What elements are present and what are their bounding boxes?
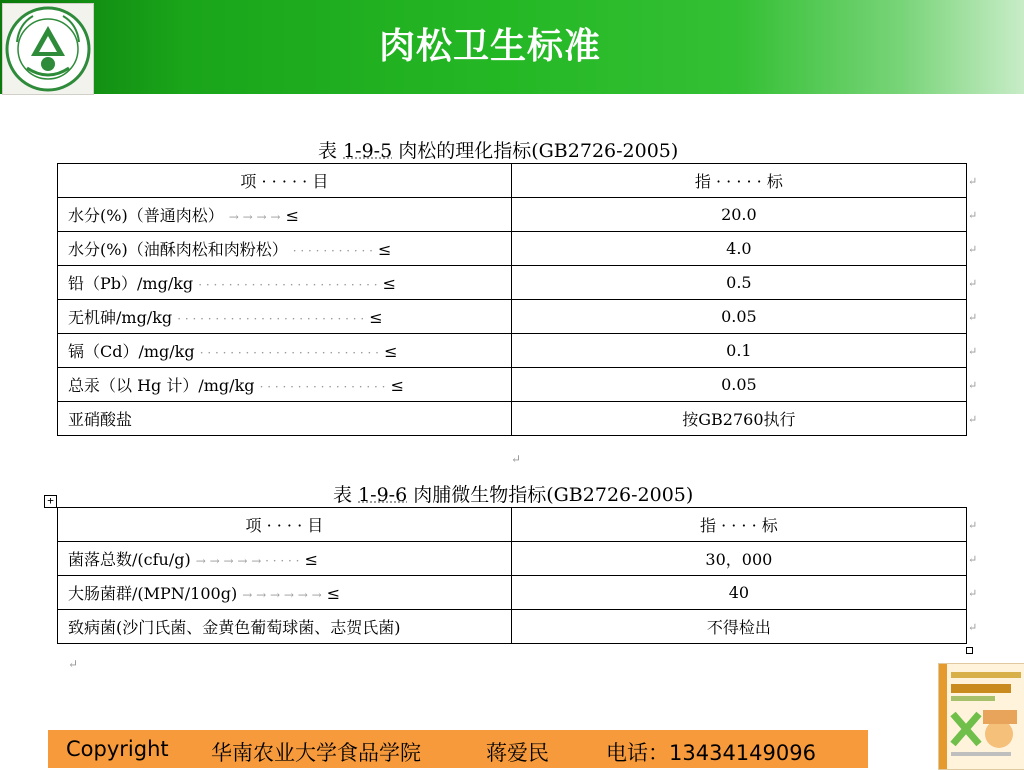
row-value: 30，000 [705, 550, 773, 569]
row-end-mark: ↵ [968, 379, 978, 392]
table1-caption-prefix: 表 [318, 140, 338, 162]
row-leader: · · · · · · · · · · · · · · · · · · · · · · · · [198, 278, 378, 292]
row-comparator: ≤ [390, 376, 404, 395]
row-item-label: 水分(%)（油酥肉松和肉粉松） [68, 240, 288, 259]
row-value: 0.5 [726, 273, 752, 292]
row-leader: · · · · · · · · · · · · · · · · · · · · · · · · · [177, 312, 365, 326]
row-leader: · · · · · · · · · · · · · · · · · [259, 380, 386, 394]
row-item-cell [58, 334, 512, 368]
university-logo [2, 3, 94, 95]
column-header-value: 指 · · · · · 标 [511, 164, 966, 198]
row-value: 不得检出 [706, 618, 771, 637]
row-leader: → → → → [228, 210, 281, 224]
table-row [58, 402, 967, 436]
row-item-label: 无机砷/mg/kg [68, 308, 173, 327]
row-value: 0.05 [721, 375, 757, 394]
paragraph-mark: ↵ [511, 452, 522, 466]
table1-caption-number: 1-9-5 [343, 140, 393, 162]
row-value-cell [511, 402, 966, 436]
row-item-label: 大肠菌群/(MPN/100g) [68, 584, 238, 603]
table2-caption-prefix: 表 [333, 484, 353, 506]
row-value: 0.1 [726, 341, 752, 360]
footer-author: 蒋爱民 [486, 741, 549, 765]
row-comparator: ≤ [382, 274, 397, 293]
row-end-mark: ↵ [968, 587, 978, 600]
footer-bar [48, 730, 868, 768]
row-comparator: ≤ [304, 550, 318, 569]
row-item-label: 镉（Cd）/mg/kg [68, 342, 195, 361]
row-comparator: ≤ [384, 342, 398, 361]
table2-caption [333, 480, 693, 507]
row-item-cell [58, 266, 512, 300]
page-title: 肉松卫生标准 [378, 26, 601, 67]
university-emblem-icon [3, 4, 93, 94]
row-value: 按GB2760执行 [682, 410, 796, 429]
table2-caption-number: 1-9-6 [358, 484, 408, 506]
row-comparator: ≤ [369, 308, 383, 327]
table-row [58, 542, 967, 576]
table-row [58, 232, 967, 266]
row-value: 4.0 [726, 239, 752, 258]
row-leader: · · · · · · · · · · · [292, 244, 373, 258]
row-end-mark: ↵ [968, 209, 978, 222]
row-comparator: ≤ [378, 240, 392, 259]
row-value-cell [511, 198, 966, 232]
row-item-label: 亚硝酸盐 [68, 410, 133, 429]
row-value-cell [511, 368, 966, 402]
row-leader: · · · · · · · · · · · · · · · · · · · · · · · · [199, 346, 379, 360]
footer-copyright: Copyright [66, 737, 169, 761]
column-header-item: 项 · · · · 目 [58, 508, 512, 542]
footer-school: 华南农业大学食品学院 [211, 741, 421, 765]
row-value-cell [511, 300, 966, 334]
physicochemical-table [57, 163, 967, 436]
row-end-mark: ↵ [968, 175, 978, 188]
row-item-label: 菌落总数/(cfu/g) [68, 550, 191, 569]
table-row [58, 300, 967, 334]
row-item-cell [58, 198, 512, 232]
row-item-cell [58, 402, 512, 436]
table-move-handle[interactable]: + [44, 495, 57, 508]
row-item-cell [58, 610, 512, 644]
table-resize-handle[interactable] [966, 647, 973, 654]
table-row [58, 610, 967, 644]
column-header-value: 指 · · · · 标 [511, 508, 966, 542]
row-value: 40 [728, 583, 750, 602]
row-end-mark: ↵ [968, 277, 978, 290]
row-value-cell [511, 542, 966, 576]
footer-phone: 电话：13434149096 [606, 741, 816, 765]
row-end-mark: ↵ [968, 345, 978, 358]
table-row [58, 266, 967, 300]
row-value: 20.0 [721, 205, 757, 224]
table-header-row [58, 508, 967, 542]
table1-caption-title: 肉松的理化指标(GB2726-2005) [398, 140, 679, 162]
title-banner [0, 0, 1024, 94]
row-end-mark: ↵ [968, 243, 978, 256]
row-item-label: 致病菌(沙门氏菌、金黄色葡萄球菌、志贺氏菌) [68, 618, 401, 637]
row-end-mark: ↵ [968, 519, 978, 532]
row-value-cell [511, 334, 966, 368]
column-header-item: 项 · · · · · 目 [58, 164, 512, 198]
paragraph-mark: ↵ [68, 657, 79, 671]
row-item-cell [58, 300, 512, 334]
book-cover-icon [939, 664, 1024, 769]
row-item-label: 总汞（以 Hg 计）/mg/kg [68, 376, 255, 395]
row-comparator: ≤ [326, 584, 341, 603]
book-cover-thumbnail [938, 663, 1024, 770]
table1-caption [318, 136, 678, 163]
row-comparator: ≤ [285, 206, 299, 225]
table-row [58, 576, 967, 610]
row-end-mark: ↵ [968, 413, 978, 426]
row-value: 0.05 [721, 307, 757, 326]
table-row [58, 198, 967, 232]
row-value-cell [511, 576, 966, 610]
row-item-label: 铅（Pb）/mg/kg [68, 274, 194, 293]
row-leader: → → → → → → [242, 588, 322, 602]
row-end-mark: ↵ [968, 553, 978, 566]
row-leader: → → → → → · · · · · [195, 554, 300, 568]
row-item-cell [58, 368, 512, 402]
table-row [58, 368, 967, 402]
row-end-mark: ↵ [968, 311, 978, 324]
table2-caption-title: 肉脯微生物指标(GB2726-2005) [413, 484, 694, 506]
row-item-cell [58, 576, 512, 610]
row-item-cell [58, 232, 512, 266]
microbiological-table [57, 507, 967, 644]
row-item-cell [58, 542, 512, 576]
table-header-row [58, 164, 967, 198]
row-value-cell [511, 266, 966, 300]
row-value-cell [511, 610, 966, 644]
row-value-cell [511, 232, 966, 266]
table-row [58, 334, 967, 368]
row-item-label: 水分(%)（普通肉松） [68, 206, 224, 225]
row-end-mark: ↵ [968, 621, 978, 634]
